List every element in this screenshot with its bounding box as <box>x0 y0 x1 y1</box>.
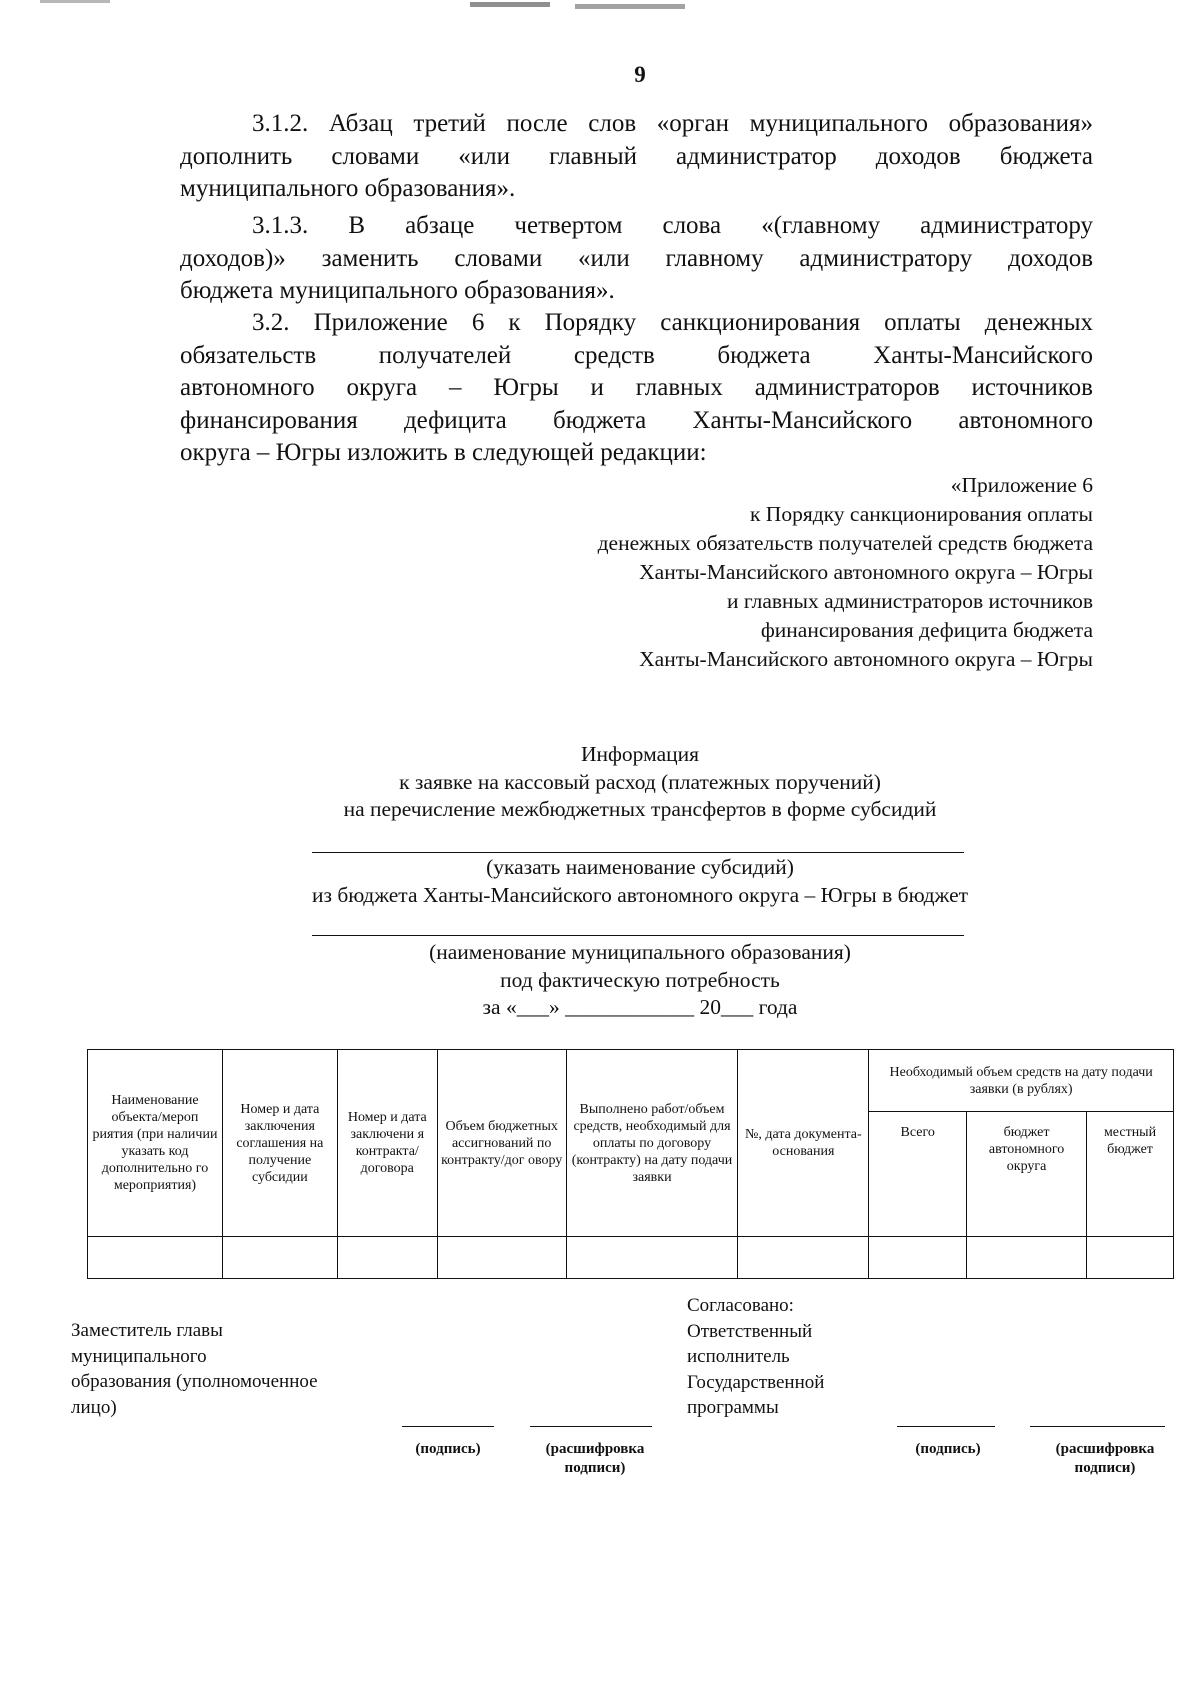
signatory-line: Ответственный <box>687 1320 813 1342</box>
table-cell <box>88 1237 223 1279</box>
scan-speck <box>40 0 110 3</box>
table-cell <box>967 1237 1087 1279</box>
form-title-line: к заявке на кассовый расход (платежных поручений) <box>399 769 881 794</box>
header-object: Наименование объекта/мероп риятия (при наличии указать код дополнительно го мероприятия) <box>88 1050 223 1237</box>
scan-speck <box>575 4 685 9</box>
decode-label <box>522 1440 668 1478</box>
appendix-line: «Приложение 6 <box>950 473 1093 497</box>
paragraph-3-1-3 <box>180 210 1093 308</box>
signatory-line: муниципального <box>71 1345 207 1367</box>
paragraph-3-2 <box>180 307 1093 470</box>
appendix-line: к Порядку санкционирования оплаты <box>749 502 1093 526</box>
left-signatory <box>71 1318 318 1420</box>
sign-label <box>392 1440 504 1459</box>
signatory-line: Государственной <box>687 1371 825 1393</box>
text-line: 3.1.2. Абзац третий после слов «орган муниципального образования» <box>252 110 1093 137</box>
form-title-line: Информация <box>580 742 700 766</box>
appendix-line: Ханты-Мансийского автономного округа – Югры <box>639 560 1093 584</box>
header-local-budget: местный бюджет <box>1087 1112 1174 1237</box>
signatory-line: лицо) <box>71 1396 117 1418</box>
text-line: обязательств получателей средств бюджета Ханты-Мансийского <box>180 341 1093 369</box>
appendix-line: финансирования дефицита бюджета <box>760 618 1093 642</box>
signature-line <box>897 1426 995 1427</box>
scan-speck <box>470 2 550 7</box>
form-title-line: под фактическую потребность <box>500 967 780 992</box>
text-line: доходов)» заменить словами «или главному администратору доходов <box>180 244 1093 272</box>
municipality-name-line <box>312 935 964 936</box>
appendix-line: денежных обязательств получателей средств бюджета <box>597 531 1093 555</box>
appendix-header <box>393 471 1093 674</box>
table-cell <box>337 1237 437 1279</box>
header-required-funds: Необходимый объем средств на дату подачи заявки (в рублях) <box>869 1050 1174 1112</box>
appendix-line: Ханты-Мансийского автономного округа – Югры <box>639 647 1093 671</box>
form-hint <box>0 939 1200 1022</box>
decode-label-text: подписи) <box>564 1460 626 1476</box>
appendix-line: и главных администраторов источников <box>727 589 1093 613</box>
decode-label-text: (расшифровка <box>1055 1441 1155 1457</box>
hint-subsidy: (указать наименование субсидий) <box>486 855 794 879</box>
table-cell <box>566 1237 738 1279</box>
period-line: за «___» ____________ 20___ года <box>482 995 798 1019</box>
form-title-line: из бюджета Ханты-Мансийского автономного округа – Югры в бюджет <box>311 882 969 907</box>
sign-label-text: (подпись) <box>915 1441 981 1457</box>
header-contract: Номер и дата заключени я контракта/ договора <box>337 1050 437 1237</box>
table-cell <box>437 1237 566 1279</box>
text-line: дополнить словами «или главный администратор доходов бюджета <box>180 142 1093 170</box>
signatory-line: Заместитель главы <box>71 1320 223 1341</box>
sign-label <box>893 1440 1003 1459</box>
header-allocations: Объем бюджетных ассигнований по контракту/дог овору <box>437 1050 566 1237</box>
signatory-line: образования (уполномоченное <box>71 1371 318 1392</box>
decode-label-text: подписи) <box>1074 1460 1136 1476</box>
signatory-line: Согласовано: <box>687 1295 794 1316</box>
signature-decode-line <box>530 1426 652 1427</box>
page-number: 9 <box>634 62 646 87</box>
form-title-line: на перечисление межбюджетных трансфертов в форме субсидий <box>343 797 937 821</box>
table-cell <box>869 1237 967 1279</box>
text-line: 3.1.3. В абзаце четвертом слова «(главному администратору <box>252 212 1093 239</box>
sign-label-text: (подпись) <box>415 1441 481 1457</box>
form-hint <box>0 854 1200 909</box>
signatory-line: исполнитель <box>687 1346 790 1367</box>
decode-label <box>1030 1440 1180 1478</box>
header-okrug-budget: бюджет автономного округа <box>967 1112 1087 1237</box>
text-line: бюджета муниципального образования». <box>180 277 615 304</box>
subsidy-name-line <box>312 852 964 853</box>
request-table <box>87 1049 1174 1279</box>
signatory-line: программы <box>687 1397 779 1418</box>
decode-label-text: (расшифровка <box>545 1441 645 1457</box>
table-row <box>88 1237 1174 1279</box>
header-base-document: №, дата документа-основания <box>738 1050 869 1237</box>
text-line: финансирования дефицита бюджета Ханты-Мансийского автономного <box>180 406 1093 434</box>
table-cell <box>738 1237 869 1279</box>
header-total: Всего <box>869 1112 967 1237</box>
header-work-done: Выполнено работ/объем средств, необходимый для оплаты по договору (контракту) на дату подачи заявки <box>566 1050 738 1237</box>
table-cell <box>222 1237 337 1279</box>
text-line: 3.2. Приложение 6 к Порядку санкционирования оплаты денежных <box>252 309 1093 336</box>
hint-municipality: (наименование муниципального образования) <box>429 940 851 964</box>
text-line: округа – Югры изложить в следующей редакции: <box>180 439 707 466</box>
header-agreement: Номер и дата заключения соглашения на получение субсидии <box>222 1050 337 1237</box>
right-signatory <box>687 1293 824 1421</box>
text-line: муниципального образования». <box>180 175 516 202</box>
signature-decode-line <box>1030 1426 1165 1427</box>
text-line: автономного округа – Югры и главных администраторов источников <box>180 374 1093 401</box>
signature-line <box>402 1426 494 1427</box>
table-cell <box>1087 1237 1174 1279</box>
form-title <box>0 741 1200 824</box>
paragraph-3-1-2 <box>180 108 1093 206</box>
